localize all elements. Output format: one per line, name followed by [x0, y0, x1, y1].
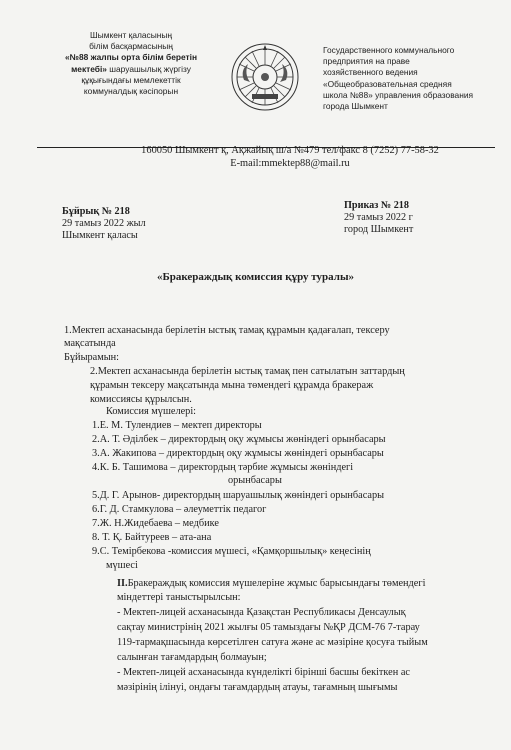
header-left-line: құқығындағы мемлекеттік — [81, 74, 181, 85]
member-number: 6. — [92, 504, 100, 515]
member-number: 4. — [92, 462, 100, 473]
member-continuation: мүшесі — [106, 560, 138, 571]
order-ru-block — [344, 200, 413, 236]
member-text: С. Темірбекова -комиссия мүшесі, «Қамқоршылық» кеңесінің — [99, 546, 371, 557]
member-item — [92, 531, 211, 544]
member-item — [92, 545, 371, 558]
paragraph-2-line-2: құрамын тексеру мақсатында мына төмендегі құрамда бракераж — [90, 380, 374, 391]
header-left-line: білім басқармасының — [89, 41, 173, 52]
header-right-line: предприятия на праве — [323, 56, 410, 67]
order-kz-city: Шымкент қаласы — [62, 230, 138, 241]
member-text: А. Т. Әділбек – директордың оқу жұмысы жөніндегі орынбасары — [99, 434, 386, 445]
member-item — [92, 489, 384, 502]
paragraph-3-line-6: салынған тағамдардың болмауын; — [117, 652, 267, 663]
member-text: Д. Г. Арынов- директордың шаруашылық жөніндегі орынбасары — [99, 490, 385, 501]
paragraph-2-line-3: комиссиясы құрылсын. — [90, 394, 192, 405]
member-item — [92, 433, 386, 446]
header-left-line: коммуналдық кәсіпорын — [83, 86, 179, 97]
order-kz-date: 29 тамыз 2022 жыл — [62, 218, 146, 229]
member-text: Г. Д. Стамкулова – әлеуметтік педагог — [99, 504, 267, 515]
header-right-line: «Общеобразовательная средняя — [323, 78, 452, 89]
member-number: 9. — [92, 546, 100, 557]
header-right-line: школа №88» управления образования — [323, 89, 474, 100]
paragraph-3-line-5: 119-тармақшасында көрсетілген сатуға және ас мәзіріне қосуға тыйым — [117, 637, 428, 648]
order-kz-block — [62, 206, 146, 242]
member-continuation: орынбасары — [228, 475, 282, 486]
member-number: 5. — [92, 490, 100, 501]
paragraph-3-line-4: сақтау министрінің 2021 жылғы 05 тамыздағы №ҚР ДСМ-76 7-тарау — [117, 622, 420, 633]
member-item — [92, 503, 266, 516]
order-ru-label: Приказ № 218 — [344, 200, 409, 211]
header-right-ru — [323, 45, 501, 112]
member-number: 7. — [92, 518, 100, 529]
member-item — [92, 517, 219, 530]
paragraph-3-number: II. — [117, 578, 128, 589]
member-text: К. Б. Ташимова – директордың тәрбие жұмысы жөніндегі — [99, 462, 354, 473]
member-number: 3. — [92, 448, 100, 459]
order-ru-date: 29 тамыз 2022 г — [344, 212, 413, 223]
paragraph-3-text: Бракераждық комиссия мүшелеріне жұмыс барысындағы төмендегі — [127, 578, 426, 589]
address-block — [120, 145, 460, 170]
order-word: Бұйырамын: — [64, 352, 120, 363]
header-left-line-mixed — [40, 64, 222, 75]
document-title: «Бракераждық комиссия құру туралы» — [156, 271, 355, 283]
paragraph-3-line-1 — [117, 577, 425, 590]
member-item — [92, 447, 384, 460]
email-line: E-mail:mmektep88@mail.ru — [230, 157, 350, 169]
header-left-rest: шаруашылық жүргізу — [106, 63, 191, 74]
header-right-line: хозяйственного ведения — [323, 67, 418, 78]
member-item — [92, 419, 262, 432]
order-kz-label: Бұйрық № 218 — [62, 206, 130, 217]
member-number: 8. — [92, 532, 100, 543]
member-text: Ж. Н.Жидебаева – медбике — [99, 518, 219, 529]
paragraph-2-line-1: 2.Мектеп асханасында берілетін ыстық тамақ пен сатылатын заттардың — [90, 366, 405, 377]
header-right-line: Государственного коммунального — [323, 45, 455, 55]
member-item — [92, 461, 353, 474]
header-right-line: города Шымкент — [323, 101, 388, 112]
kazakhstan-state-emblem-icon — [230, 42, 300, 112]
address-line: 160050 Шымкент қ, Ақжайық ш/а №479 тел/факс 8 (7252) 77-58-32 — [141, 145, 439, 156]
member-number: 1. — [92, 420, 100, 431]
header-left-line: Шымкент қаласының — [90, 30, 172, 40]
member-text: А. Жакипова – директордың оқу жұмысы жөніндегі орынбасары — [99, 448, 384, 459]
member-number: 2. — [92, 434, 100, 445]
order-ru-city: город Шымкент — [344, 224, 414, 235]
paragraph-1-line-2: мақсатында — [64, 338, 116, 349]
paragraph-3-line-3: - Мектеп-лицей асханасында Қазақстан Республикасы Денсаулық — [117, 607, 406, 618]
header-left-kz — [40, 30, 222, 97]
header-left-bold-word: мектебі» — [71, 63, 107, 74]
paragraph-3-line-8: мәзірінің ілінуі, ондағы тағамдардың атауы, тағамның шығымы — [117, 682, 398, 693]
member-text: Т. Қ. Байтуреев – ата-ана — [99, 532, 212, 543]
header-left-line-bold: «№88 жалпы орта білім беретін — [64, 52, 198, 63]
member-text: Е. М. Тулендиев – мектеп директоры — [99, 420, 262, 431]
paragraph-1-line-1: 1.Мектеп асханасында берілетін ыстық тамақ құрамын қадағалап, тексеру — [64, 325, 390, 336]
paragraph-3-line-7: - Мектеп-лицей асханасында күнделікті бірінші басшы бекіткен ас — [117, 667, 410, 678]
members-heading: Комиссия мүшелері: — [106, 406, 197, 417]
paragraph-3-line-2: міндеттері таныстырылсын: — [117, 592, 241, 603]
